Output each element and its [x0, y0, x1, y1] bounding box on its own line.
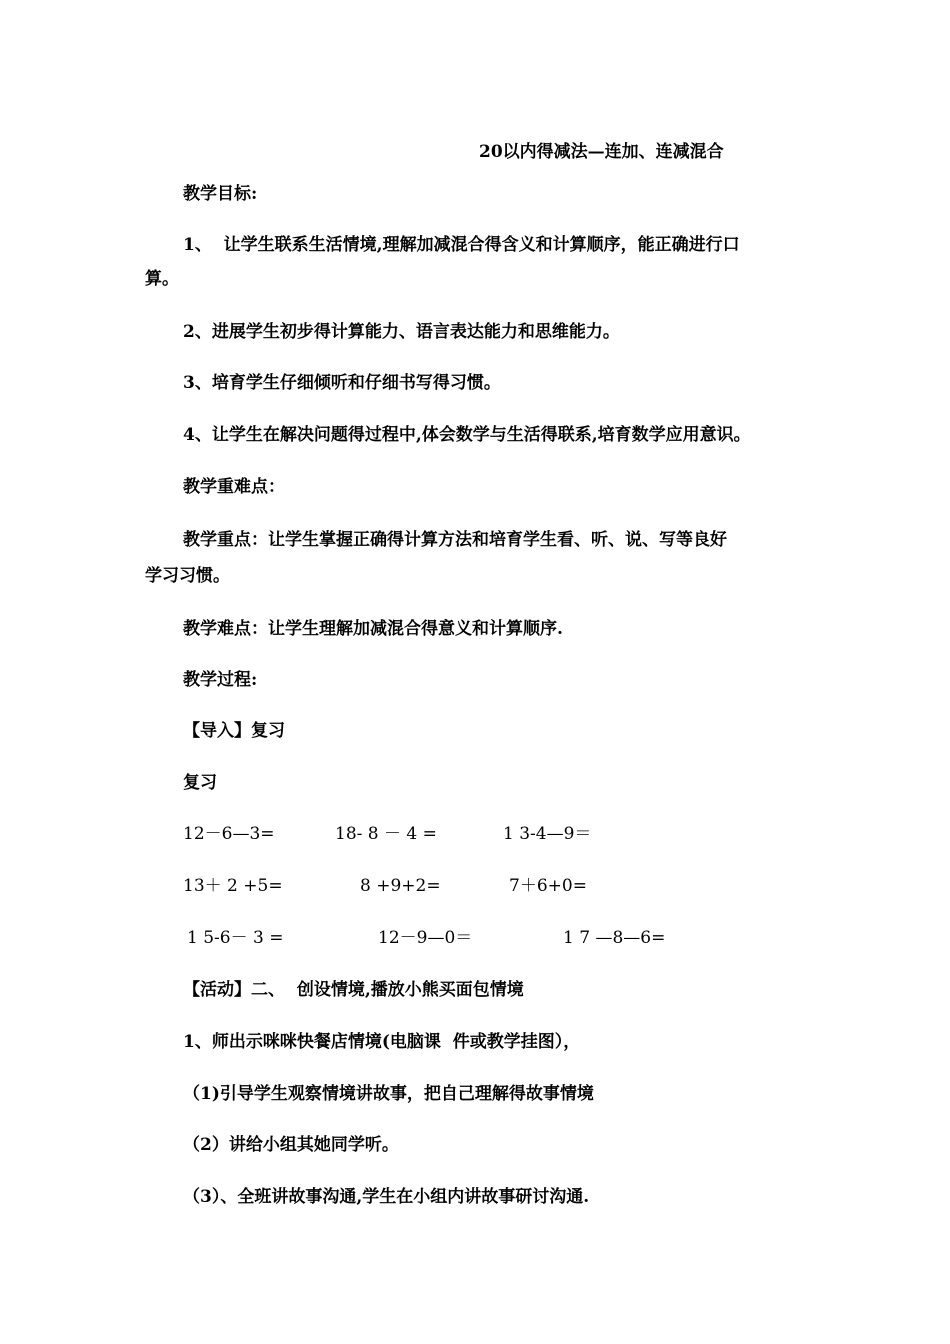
exercise-r2-c2: 8 +9+2=	[360, 876, 441, 896]
document-title: 20以内得减法—连加、连减混合	[479, 142, 724, 162]
process-heading: 教学过程:	[183, 670, 258, 690]
exercise-r3-c1: 1 5-6－ 3 =	[187, 928, 284, 948]
exercise-r1-c1: 12－6—3=	[183, 824, 275, 844]
key-point-line-2: 学习习惯。	[145, 566, 230, 586]
exercise-r2-c1: 13＋ 2 +5=	[183, 876, 283, 896]
activity-sub-3: （3）、全班讲故事沟通,学生在小组内讲故事研讨沟通.	[183, 1187, 590, 1207]
exercise-r3-c2: 12－9—0＝	[378, 928, 473, 948]
activity-sub-2: （2）讲给小组其她同学听。	[183, 1135, 399, 1155]
key-point-line-1: 教学重点：让学生掌握正确得计算方法和培育学生看、听、说、写等良好	[183, 530, 727, 550]
difficulty: 教学难点：让学生理解加减混合得意义和计算顺序.	[183, 619, 563, 639]
exercise-r1-c2: 18- 8 － 4 =	[335, 824, 437, 844]
exercise-r2-c3: 7＋6+0=	[509, 876, 587, 896]
objective-3: 3、培育学生仔细倾听和仔细书写得习惯。	[183, 373, 501, 393]
activity-sub-1: （1)引导学生观察情境讲故事，把自己理解得故事情境	[183, 1084, 594, 1104]
key-points-heading: 教学重难点：	[183, 477, 285, 497]
exercise-r1-c3: 1 3-4—9＝	[503, 824, 592, 844]
objective-1-line-1: 1、 让学生联系生活情境,理解加减混合得含义和计算顺序，能正确进行口	[183, 235, 740, 255]
activity-heading: 【活动】二、 创设情境,播放小熊买面包情境	[183, 980, 524, 1000]
objective-1-line-2: 算。	[145, 269, 179, 289]
review-label: 复习	[183, 773, 217, 793]
exercise-r3-c3: 1 7 —8—6=	[563, 928, 666, 948]
objective-4: 4、让学生在解决问题得过程中,体会数学与生活得联系,培育数学应用意识。	[183, 425, 751, 445]
objective-2: 2、进展学生初步得计算能力、语言表达能力和思维能力。	[183, 322, 620, 342]
activity-item-1: 1、师出示咪咪快餐店情境(电脑课 件或教学挂图），	[183, 1032, 581, 1052]
intro-heading: 【导入】复习	[183, 721, 285, 741]
objectives-heading: 教学目标:	[183, 184, 258, 204]
